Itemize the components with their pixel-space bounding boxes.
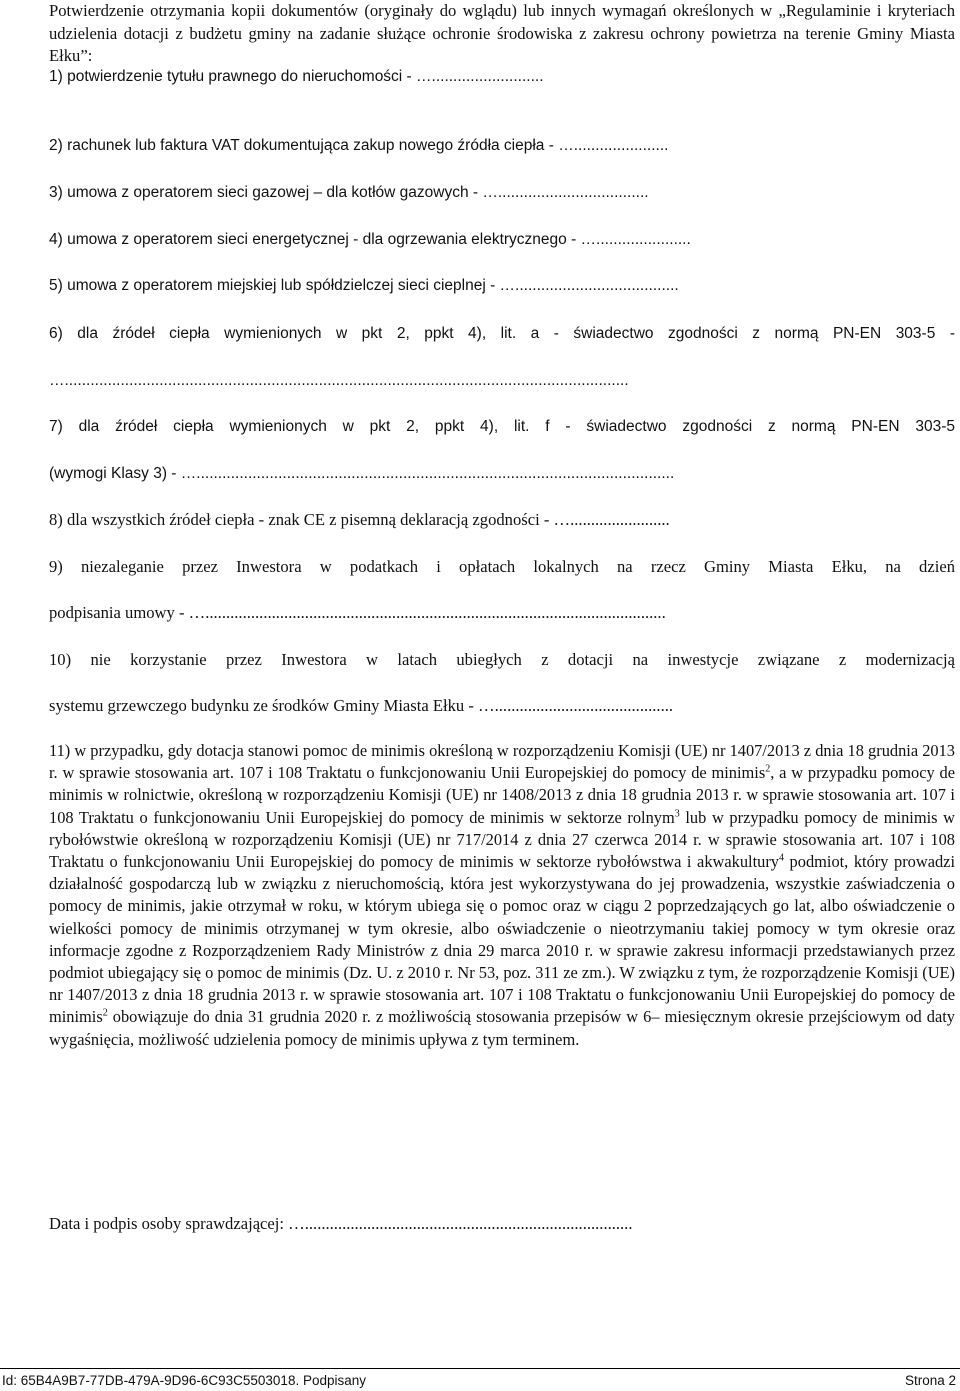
item11-text-1: 11) w przypadku, gdy dotacja stanowi pomoc de minimis określoną w rozporządzeniu Komisji (UE) nr 1407/2013 z dnia 18 grudnia 2013 r. w sprawie stosowania art. 107 i 108 Traktatu o funkcjonowaniu Unii Europejskiej do pomocy de minimis (49, 741, 955, 783)
list-item-6-continuation: …................................................................................................................................... (49, 372, 629, 389)
footnote-ref-4: 4 (778, 852, 784, 864)
list-item-10-continuation: systemu grzewczego budynku ze środków Gminy Miasta Ełku - …........................................... (49, 696, 674, 715)
list-item-8: 8) dla wszystkich źródeł ciepła - znak CE z pisemną deklaracją zgodności - …........................ (49, 510, 670, 529)
list-item-1: 1) potwierdzenie tytułu prawnego do nieruchomości - ….......................... (49, 68, 544, 85)
list-item-7: 7) dla źródeł ciepła wymienionych w pkt 2, ppkt 4), lit. f - świadectwo zgodności z normą PN-EN 303-5 (49, 418, 955, 435)
footnote-ref-2b: 2 (102, 1007, 108, 1019)
footnote-ref-2: 2 (765, 763, 771, 775)
intro-paragraph: Potwierdzenie otrzymania kopii dokumentów (oryginały do wglądu) lub innych wymagań określonych w „Regulaminie i kryteriach udzielenia dotacji z budżetu gminy na zadanie służące ochronie środowiska z zakresu ochrony powietrza na terenie Gminy Miasta Ełku”: (49, 1, 955, 65)
page-footer (0, 1368, 960, 1391)
list-item-2: 2) rachunek lub faktura VAT dokumentująca zakup nowego źródła ciepła - …...................... (49, 137, 669, 154)
footnote-ref-3: 3 (674, 808, 680, 820)
list-item-3: 3) umowa z operatorem sieci gazowej – dla kotłów gazowych - …................................... (49, 184, 649, 201)
document-page (49, 0, 955, 1233)
document-id: Id: 65B4A9B7-77DB-479A-9D96-6C93C5503018. Podpisany (2, 1373, 366, 1388)
item11-text-3: lub w przypadku pomocy de minimis w rybołówstwie określoną w rozporządzeniu Komisji (UE) nr 717/2014 z dnia 27 czerwca 2014 r. w sprawie stosowania art. 107 i 108 Traktatu o funkcjonowaniu Unii Europejskiej do pomocy de minimis w sektorze rybołówstwa i akwakultury (49, 807, 955, 872)
signature-line: Data i podpis osoby sprawdzającej: …............................................................................... (49, 1213, 633, 1233)
item11-text-4: podmiot, który prowadzi działalność gospodarczą lub w związku z nieruchomością, która jest wykorzystywana do jej prowadzenia, wszystkie zaświadczenia o pomocy de minimis, jakie otrzymał w roku, w którym ubiega się o pomoc oraz w ciągu 2 poprzedzających go lat, albo oświadczenie o wielkości pomocy de minimis otrzymanej w tym okresie, albo oświadczenie o nieotrzymaniu takiej pomocy w tym okresie oraz informacje zgodne z Rozporządzeniem Rady Ministrów z dnia 29 marca 2010 r. w sprawie zakresu informacji przedstawianych przez podmiot ubiegający się o pomoc de minimis (Dz. U. z 2010 r. Nr 53, poz. 311 ze zm.). W związku z tym, że rozporządzenie Komisji (UE) nr 1407/2013 z dnia 18 grudnia 2013 r. w sprawie stosowania art. 107 i 108 Traktatu o funkcjonowaniu Unii Europejskiej do pomocy de minimis (49, 852, 955, 1027)
list-item-10: 10) nie korzystanie przez Inwestora w latach ubiegłych z dotacji na inwestycje związane z modernizacją (49, 650, 955, 669)
item11-text-5: obowiązuje do dnia 31 grudnia 2020 r. z możliwością stosowania przepisów w 6– miesięcznym okresie przejściowym od daty wygaśnięcia, możliwość udzielenia pomocy de minimis upływa z tym terminem. (49, 1007, 955, 1049)
list-item-9: 9) niezaleganie przez Inwestora w podatkach i opłatach lokalnych na rzecz Gminy Miasta Ełku, na dzień (49, 557, 955, 576)
list-item-5: 5) umowa z operatorem miejskiej lub spółdzielczej sieci cieplnej - …...................................... (49, 277, 679, 294)
list-item-9-continuation: podpisania umowy - …............................................................................................................... (49, 603, 666, 622)
item11-text-2: , a w przypadku pomocy de minimis w rolnictwie, określoną w rozporządzeniu Komisji (UE) nr 1408/2013 z dnia 18 grudnia 2013 r. w sprawie stosowania art. 107 i 108 Traktatu o funkcjonowaniu Unii Europejskiej do pomocy de minimis w sektorze rolnym (49, 763, 955, 827)
list-item-4: 4) umowa z operatorem sieci energetycznej - dla ogrzewania elektrycznego - …...................... (49, 231, 691, 248)
page-number: Strona 2 (904, 1373, 956, 1388)
list-item-7-continuation: (wymogi Klasy 3) - …............................................................................................................... (49, 465, 675, 482)
list-item-11 (49, 740, 955, 1051)
list-item-6: 6) dla źródeł ciepła wymienionych w pkt 2, ppkt 4), lit. a - świadectwo zgodności z normą PN-EN 303-5 - (49, 325, 955, 342)
